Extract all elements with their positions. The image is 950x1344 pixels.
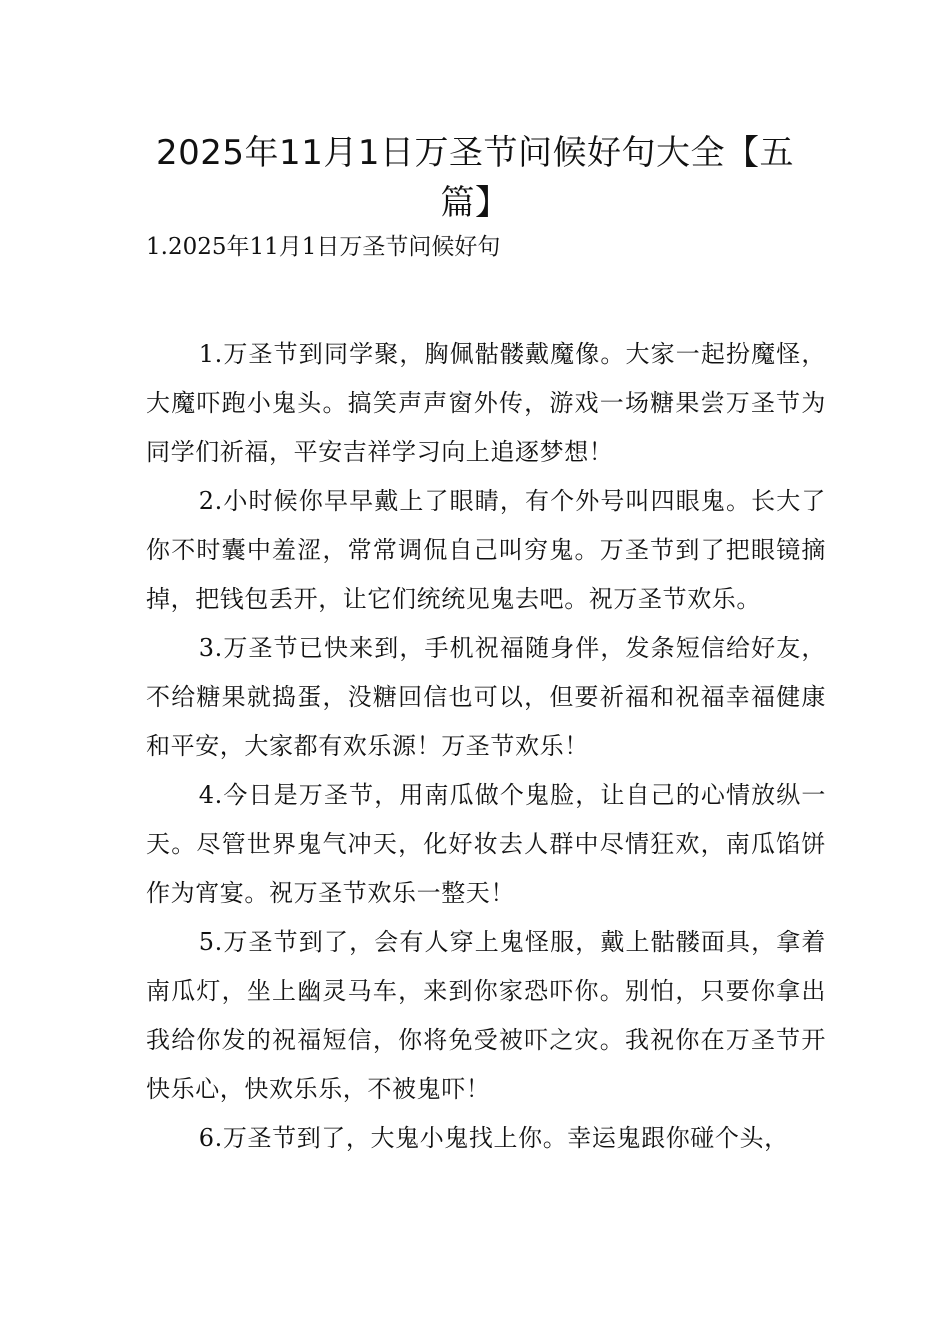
section-heading: 1.2025年11月1日万圣节问候好句 — [146, 234, 501, 260]
paragraph-4: 4.今日是万圣节，用南瓜做个鬼脸，让自己的心情放纵一天。尽管世界鬼气冲天，化好妆去人群中尽情狂欢，南瓜馅饼作为宵宴。祝万圣节欢乐一整天！ — [146, 781, 826, 907]
paragraph-2: 2.小时候你早早戴上了眼睛，有个外号叫四眼鬼。长大了你不时囊中羞涩，常常调侃自己叫穷鬼。万圣节到了把眼镜摘掉，把钱包丢开，让它们统统见鬼去吧。祝万圣节欢乐。 — [146, 487, 826, 613]
paragraph-6: 6.万圣节到了，大鬼小鬼找上你。幸运鬼跟你碰个头， — [198, 1124, 789, 1152]
document-body — [146, 330, 826, 1163]
page-title: 2025年11月1日万圣节问候好句大全【五篇】 — [156, 133, 794, 223]
paragraph-1: 1.万圣节到同学聚，胸佩骷髅戴魔像。大家一起扮魔怪，大魔吓跑小鬼头。搞笑声声窗外传，游戏一场糖果尝万圣节为同学们祈福，平安吉祥学习向上追逐梦想！ — [146, 340, 826, 466]
paragraph-5: 5.万圣节到了，会有人穿上鬼怪服，戴上骷髅面具，拿着南瓜灯，坐上幽灵马车，来到你家恐吓你。别怕，只要你拿出我给你发的祝福短信，你将免受被吓之灾。我祝你在万圣节开快乐心，快欢乐乐，不被鬼吓！ — [146, 928, 826, 1103]
paragraph-3: 3.万圣节已快来到，手机祝福随身伴，发条短信给好友，不给糖果就捣蛋，没糖回信也可以，但要祈福和祝福幸福健康和平安，大家都有欢乐源！万圣节欢乐！ — [146, 634, 826, 760]
